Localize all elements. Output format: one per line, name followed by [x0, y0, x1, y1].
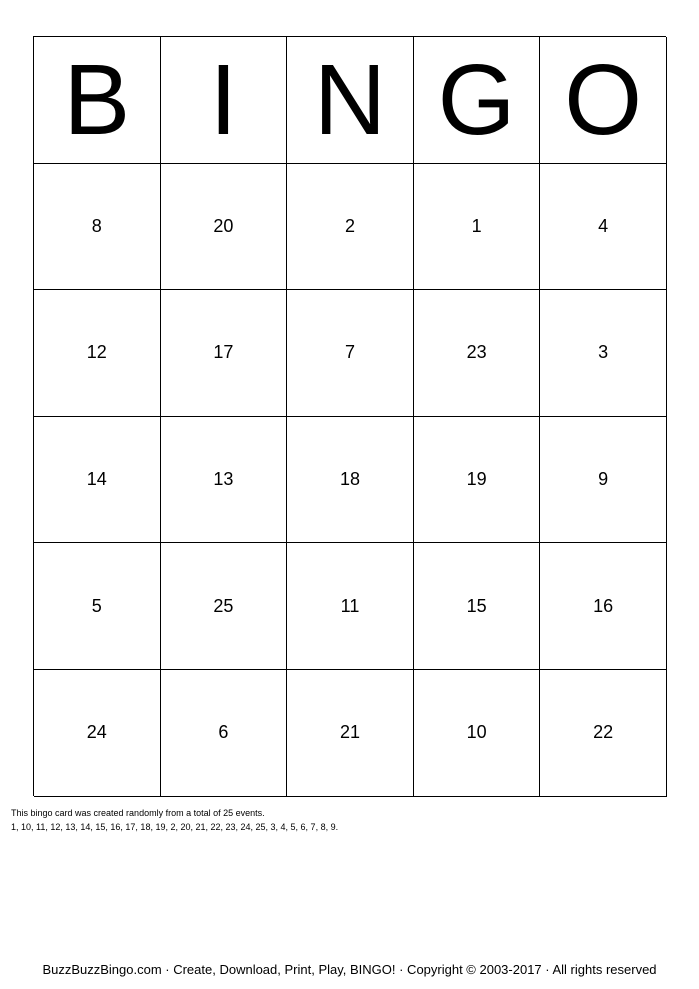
bingo-cell: 5 [34, 543, 161, 670]
bingo-cell: 14 [34, 417, 161, 544]
grid-row [34, 164, 666, 291]
bingo-cell: 22 [540, 670, 667, 797]
grid-row [34, 417, 666, 544]
bingo-card [33, 36, 666, 796]
header-letter: O [540, 37, 667, 164]
bingo-cell: 10 [414, 670, 541, 797]
grid-row [34, 543, 666, 670]
info-description: This bingo card was created randomly from a total of 25 events. [11, 808, 265, 818]
card-info [11, 806, 671, 834]
bingo-cell: 20 [161, 164, 288, 291]
bingo-cell: 8 [34, 164, 161, 291]
bingo-cell: 19 [414, 417, 541, 544]
bingo-cell: 4 [540, 164, 667, 291]
bingo-cell: 16 [540, 543, 667, 670]
header-letter: N [287, 37, 414, 164]
bingo-cell: 3 [540, 290, 667, 417]
header-row [34, 37, 666, 164]
bingo-cell: 7 [287, 290, 414, 417]
bingo-cell: 21 [287, 670, 414, 797]
bingo-cell: 24 [34, 670, 161, 797]
grid-row [34, 670, 666, 797]
bingo-cell: 6 [161, 670, 288, 797]
bingo-cell: 25 [161, 543, 288, 670]
bingo-cell: 2 [287, 164, 414, 291]
bingo-cell: 13 [161, 417, 288, 544]
bingo-cell: 23 [414, 290, 541, 417]
bingo-cell: 18 [287, 417, 414, 544]
bingo-cell: 1 [414, 164, 541, 291]
header-letter: G [414, 37, 541, 164]
header-letter: I [161, 37, 288, 164]
bingo-cell: 11 [287, 543, 414, 670]
bingo-cell: 15 [414, 543, 541, 670]
bingo-cell: 9 [540, 417, 667, 544]
bingo-cell: 17 [161, 290, 288, 417]
header-letter: B [34, 37, 161, 164]
info-event-list: 1, 10, 11, 12, 13, 14, 15, 16, 17, 18, 19, 2, 20, 21, 22, 23, 24, 25, 3, 4, 5, 6, 7, 8, 9. [11, 822, 339, 832]
grid-row [34, 290, 666, 417]
bingo-cell: 12 [34, 290, 161, 417]
footer: BuzzBuzzBingo.com · Create, Download, Print, Play, BINGO! · Copyright © 2003-2017 · All rights reserved [42, 962, 657, 977]
